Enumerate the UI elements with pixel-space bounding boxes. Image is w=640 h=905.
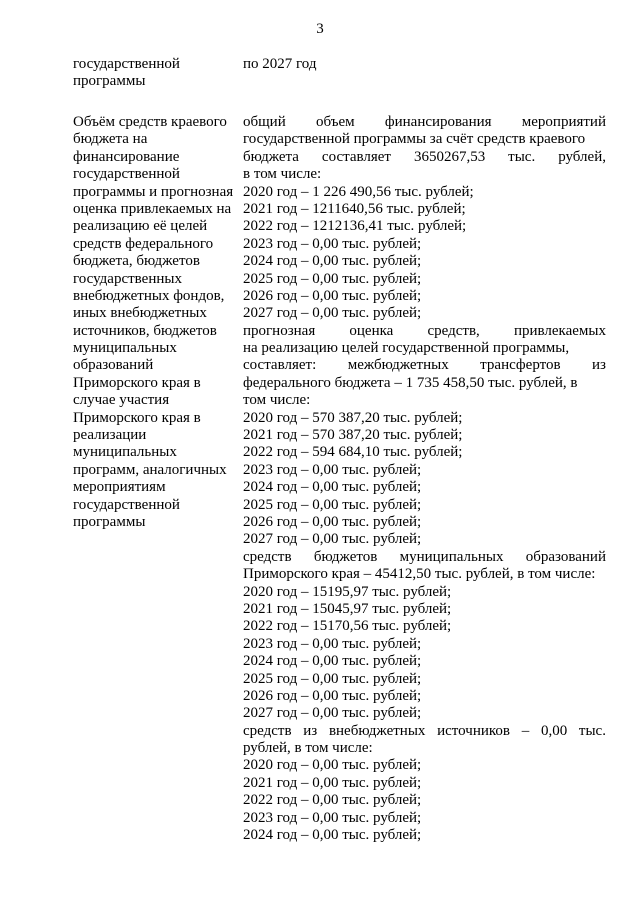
- word: общий: [243, 114, 286, 130]
- federal-intro-line: на реализацию целей государственной программы,: [243, 340, 570, 357]
- row2-label-line: внебюджетных фондов,: [73, 287, 225, 304]
- offbudget-year-line: 2022 год – 0,00 тыс. рублей;: [243, 792, 422, 809]
- regional-year-line: 2020 год – 1 226 490,56 тыс. рублей;: [243, 183, 474, 200]
- offbudget-year-line: 2020 год – 0,00 тыс. рублей;: [243, 757, 422, 774]
- word: образований: [525, 548, 606, 565]
- page-number: 3: [316, 21, 324, 37]
- row2-label-line: Приморского края в: [73, 409, 201, 426]
- row1-label-line: государственной: [73, 56, 180, 72]
- municipal-year-line: 2027 год – 0,00 тыс. рублей;: [243, 705, 422, 722]
- regional-year-line: 2026 год – 0,00 тыс. рублей;: [243, 287, 422, 304]
- federal-year-line: 2022 год – 594 684,10 тыс. рублей;: [243, 444, 463, 461]
- row1-value: [243, 56, 606, 73]
- row2-label-line: программ, аналогичных: [73, 461, 227, 478]
- municipal-year-line: 2026 год – 0,00 тыс. рублей;: [243, 687, 422, 704]
- row2-label-line: государственной: [73, 166, 180, 183]
- row2-label-line: государственных: [73, 270, 182, 287]
- municipal-intro-line: Приморского края – 45412,50 тыс. рублей, в том числе:: [243, 566, 596, 583]
- word: составляет:: [243, 357, 317, 374]
- municipal-year-line: 2022 год – 15170,56 тыс. рублей;: [243, 618, 452, 635]
- federal-year-line: 2024 год – 0,00 тыс. рублей;: [243, 479, 422, 496]
- row2-value: [243, 114, 606, 844]
- offbudget-intro-line: [243, 723, 606, 740]
- regional-intro-line: государственной программы за счёт средств краевого: [243, 131, 586, 148]
- row2-label: [73, 114, 243, 531]
- word: привлекаемых: [513, 322, 606, 339]
- offbudget-intro-line: рублей, в том числе:: [243, 740, 373, 757]
- word: тыс.: [578, 722, 606, 739]
- row2-label-line: мероприятиям: [73, 479, 166, 496]
- regional-year-line: 2021 год – 1211640,56 тыс. рублей;: [243, 200, 466, 217]
- word: бюджетов: [313, 548, 378, 565]
- word: средств: [243, 548, 292, 565]
- federal-intro-line: федерального бюджета – 1 735 458,50 тыс. рублей, в: [243, 374, 578, 391]
- word: тыс.: [508, 148, 536, 165]
- word: финансирования: [384, 114, 492, 130]
- row2-label-line: образований: [73, 357, 154, 374]
- municipal-year-line: 2021 год – 15045,97 тыс. рублей;: [243, 600, 452, 617]
- row2-label-line: Объём средств краевого: [73, 114, 227, 130]
- word: средств,: [427, 322, 480, 339]
- row2-label-line: бюджета на: [73, 131, 148, 148]
- row2-label-line: реализацию её целей: [73, 218, 208, 235]
- federal-year-line: 2026 год – 0,00 тыс. рублей;: [243, 513, 422, 530]
- regional-year-line: 2024 год – 0,00 тыс. рублей;: [243, 253, 422, 270]
- federal-year-line: 2023 год – 0,00 тыс. рублей;: [243, 461, 422, 478]
- regional-intro-line: [243, 114, 606, 131]
- row1-value-text: по 2027 год: [243, 56, 317, 72]
- row2-label-line: бюджета, бюджетов: [73, 253, 200, 270]
- row2-label-line: программы и прогнозная: [73, 183, 234, 200]
- word: средств: [243, 722, 292, 739]
- row1-label: [73, 56, 243, 91]
- federal-intro-line: [243, 323, 606, 340]
- regional-year-line: 2025 год – 0,00 тыс. рублей;: [243, 270, 422, 287]
- word: бюджета: [243, 148, 299, 165]
- row2-label-line: иных внебюджетных: [73, 305, 207, 322]
- row2-label-line: оценка привлекаемых на: [73, 200, 232, 217]
- row2-label-line: государственной: [73, 496, 180, 513]
- row2-label-line: муниципальных: [73, 444, 177, 461]
- word: мероприятий: [521, 114, 606, 130]
- regional-year-line: 2027 год – 0,00 тыс. рублей;: [243, 305, 422, 322]
- row2-label-line: Приморского края в: [73, 374, 201, 391]
- word: составляет: [321, 148, 391, 165]
- word: из: [303, 722, 318, 739]
- row2-label-line: источников, бюджетов: [73, 322, 217, 339]
- municipal-year-line: 2020 год – 15195,97 тыс. рублей;: [243, 583, 452, 600]
- word: межбюджетных: [347, 357, 449, 374]
- row1-label-line: программы: [73, 73, 146, 90]
- word: трансфертов: [480, 357, 561, 374]
- municipal-year-line: 2025 год – 0,00 тыс. рублей;: [243, 670, 422, 687]
- federal-year-line: 2027 год – 0,00 тыс. рублей;: [243, 531, 422, 548]
- regional-year-line: 2023 год – 0,00 тыс. рублей;: [243, 235, 422, 252]
- federal-intro-line: том числе:: [243, 392, 311, 409]
- row2-label-line: реализации: [73, 427, 147, 444]
- offbudget-year-line: 2021 год – 0,00 тыс. рублей;: [243, 774, 422, 791]
- word: 0,00: [540, 722, 568, 739]
- word: –: [521, 722, 530, 739]
- word: рублей,: [558, 148, 606, 165]
- federal-intro-line: [243, 357, 606, 374]
- regional-intro-line: в том числе:: [243, 166, 322, 183]
- federal-year-line: 2025 год – 0,00 тыс. рублей;: [243, 496, 422, 513]
- municipal-year-line: 2023 год – 0,00 тыс. рублей;: [243, 635, 422, 652]
- row2-label-line: программы: [73, 513, 146, 530]
- federal-year-line: 2021 год – 570 387,20 тыс. рублей;: [243, 427, 463, 444]
- word: 3650267,53: [413, 148, 486, 165]
- row2-label-line: муниципальных: [73, 340, 177, 357]
- row2-label-line: средств федерального: [73, 235, 214, 252]
- word: объем: [315, 114, 355, 130]
- word: прогнозная: [243, 322, 316, 339]
- word: внебюджетных: [328, 722, 426, 739]
- federal-year-line: 2020 год – 570 387,20 тыс. рублей;: [243, 409, 463, 426]
- municipal-year-line: 2024 год – 0,00 тыс. рублей;: [243, 653, 422, 670]
- regional-intro-line: [243, 149, 606, 166]
- offbudget-year-line: 2024 год – 0,00 тыс. рублей;: [243, 827, 422, 844]
- word: источников: [437, 722, 510, 739]
- regional-year-line: 2022 год – 1212136,41 тыс. рублей;: [243, 218, 467, 235]
- row2-label-line: случае участия: [73, 392, 170, 409]
- offbudget-year-line: 2023 год – 0,00 тыс. рублей;: [243, 809, 422, 826]
- word: оценка: [349, 322, 394, 339]
- municipal-intro-line: [243, 549, 606, 566]
- word: муниципальных: [399, 548, 504, 565]
- word: из: [592, 357, 606, 374]
- row2-label-line: финансирование: [73, 148, 180, 165]
